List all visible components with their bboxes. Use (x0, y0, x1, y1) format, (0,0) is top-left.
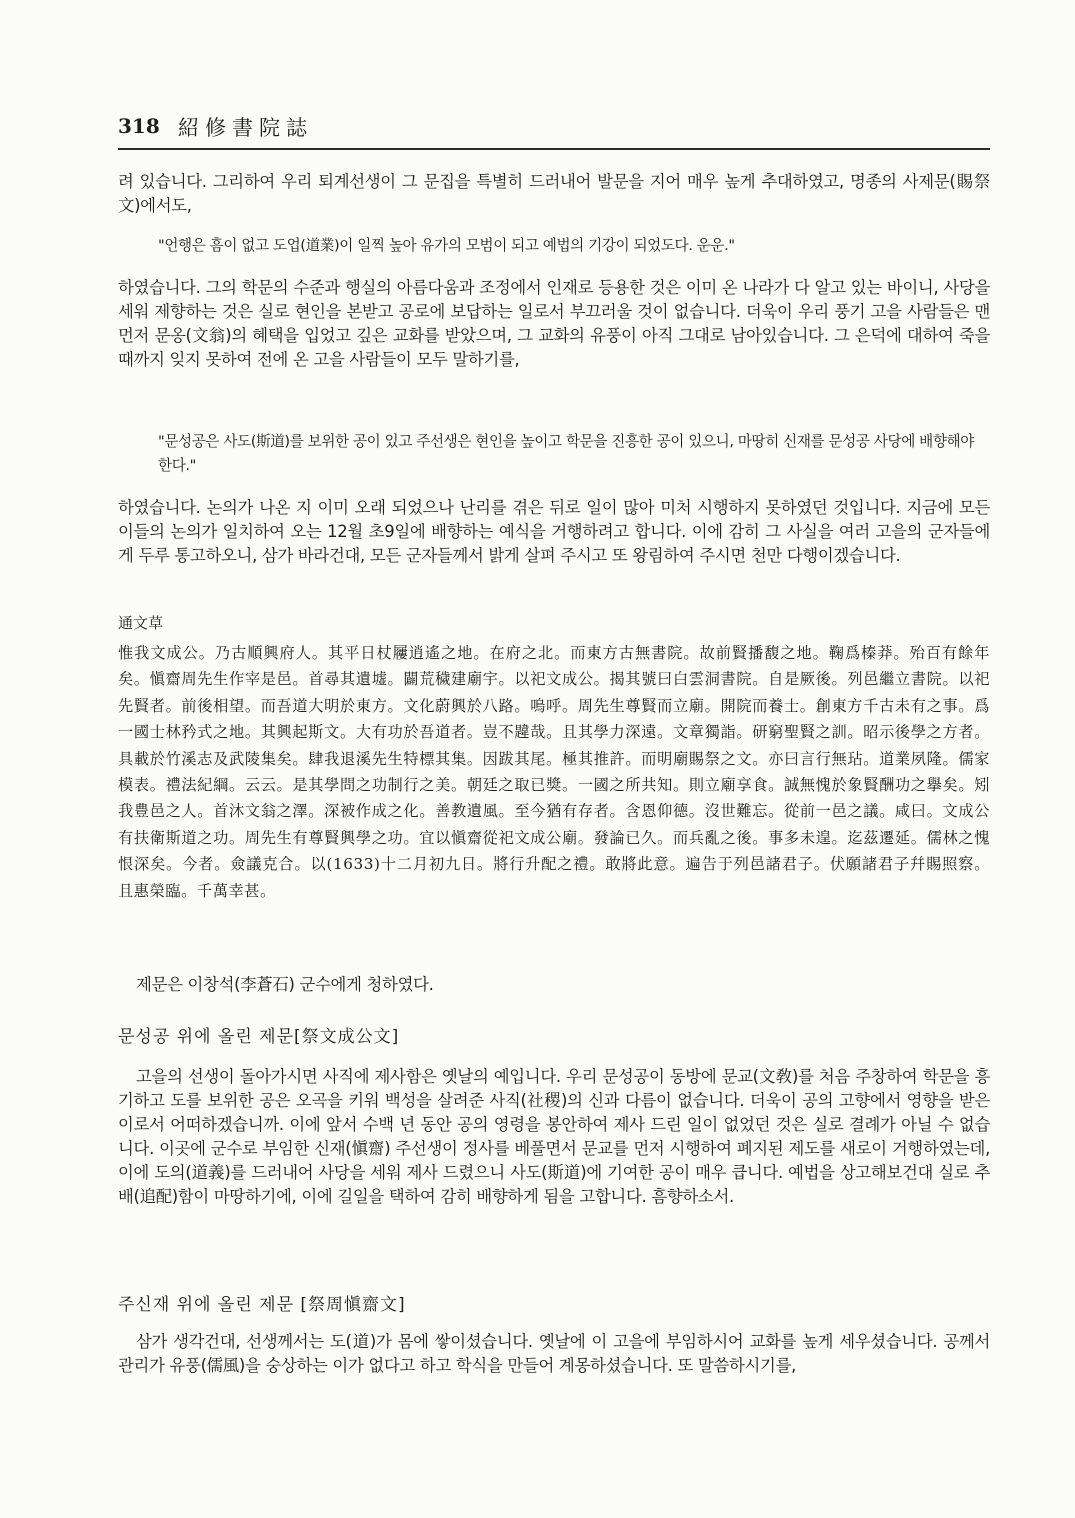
hanmun-title: 通文草 (118, 614, 164, 632)
section-heading-2: 주신재 위에 올린 제문 [祭周愼齋文] (118, 1295, 406, 1315)
paragraph-1: 려 있습니다. 그리하여 우리 퇴계선생이 그 문집을 특별히 드러내어 발문을 지어 매우 높게 추대하였고, 명종의 사제문(賜祭文)에서도, (118, 172, 990, 215)
hanmun-text: 惟我文成公。乃古順興府人。其平日杖屨逍遙之地。在府之北。而東方古無書院。故前賢播馥之地。鞠爲榛莽。殆百有餘年矣。愼齋周先生作宰是邑。首尋其遺墟。闢荒穢建廟宇。以祀文成公。揭其號曰白雲洞書院。自是厥後。列邑繼立書院。以祀先賢者。前後相望。而吾道大明於東方。文化蔚興於八路。嗚呼。周先生尊賢而立廟。開院而養士。創東方千古未有之事。爲一國士林矜式之地。其興起斯文。大有功於吾道者。豈不韙哉。且其學力深遠。文章獨詣。研窮聖賢之訓。昭示後學之方者。具載於竹溪志及武陵集矣。肆我退溪先生特標其集。因跋其尾。極其推許。而明廟賜祭之文。亦曰言行無玷。道業夙隆。儒家模表。禮法紀綱。云云。是其學問之功制行之美。朝廷之取已獎。一國之所共知。則立廟享食。誠無愧於象賢酬功之擧矣。矧我豊邑之人。首沐文翁之澤。深被作成之化。善教遺風。至今猶有存者。含恩仰德。沒世難忘。從前一邑之議。咸曰。文成公有扶衛斯道之功。周先生有尊賢興學之功。宜以愼齋從祀文成公廟。發論已久。而兵亂之後。事多未遑。迄茲遷延。儒林之愧恨深矣。今者。僉議克合。以(1633)十二月初九日。將行升配之禮。敢將此意。遍告于列邑諸君子。伏願諸君子幷賜照察。且惠榮臨。千萬幸甚。 (118, 644, 990, 900)
section-2-text: 삼가 생각건대, 선생께서는 도(道)가 몸에 쌓이셨습니다. 옛날에 이 고을에 부임하시어 교화를 높게 세우셨습니다. 공께서 관리가 유풍(儒風)을 숭상하는 이가 없다고 하고 학식을 만들어 계몽하셨습니다. 또 말씀하시기를, (118, 1332, 990, 1375)
quote-2: "문성공은 사도(斯道)를 보위한 공이 있고 주선생은 현인을 높이고 학문을 진흥한 공이 있으니, 마땅히 신재를 문성공 사당에 배향해야 한다." (158, 433, 974, 474)
paragraph-3: 하였습니다. 논의가 나온 지 이미 오래 되었으나 난리를 겪은 뒤로 일이 많아 미처 시행하지 못하였던 것입니다. 지금에 모든 이들의 논의가 일치하여 오는 12월 초9일에 배향하는 예식을 거행하려고 합니다. 이에 감히 그 사실을 여러 고을의 군자들에게 두루 통고하오니, 삼가 바라건대, 모든 군자들께서 밝게 살펴 주시고 또 왕림하여 주시면 천만 다행이겠습니다. (118, 498, 990, 565)
section-heading-1: 문성공 위에 올린 제문[祭文成公文] (118, 1027, 400, 1047)
page-number: 318 (118, 114, 160, 138)
section-1-text: 고을의 선생이 돌아가시면 사직에 제사함은 옛날의 예입니다. 우리 문성공이 동방에 문교(文敎)를 처음 주창하여 학문을 흥기하고 도를 보위한 공은 오곡을 키워 백성을 살려준 사직(社稷)의 신과 다름이 없습니다. 더욱이 공의 고향에서 영향을 받은 이로서 어떠하겠습니까. 이에 앞서 수백 년 동안 공의 영령을 봉안하여 제사 드린 일이 없었던 것은 실로 결례가 아닐 수 없습니다. 이곳에 군수로 부임한 신재(愼齋) 주선생이 정사를 베풀면서 문교를 먼저 시행하여 폐지된 제도를 새로이 거행하였는데, 이에 도의(道義)를 드러내어 사당을 세워 제사 드렸으니 사도(斯道)에 기여한 공이 매우 큽니다. 예법을 상고해보건대 실로 추배(追配)함이 마땅하기에, 이에 길일을 택하여 감히 배향하게 됨을 고합니다. 흠향하소서. (118, 1067, 990, 1206)
page-header (118, 112, 990, 150)
quote-1: "언행은 흠이 없고 도업(道業)이 일찍 높아 유가의 모범이 되고 예법의 기강이 되었도다. 운운." (158, 237, 735, 254)
paragraph-2: 하였습니다. 그의 학문의 수준과 행실의 아름다움과 조정에서 인재로 등용한 것은 이미 온 나라가 다 알고 있는 바이니, 사당을 세워 제향하는 것은 실로 현인을 본받고 공로에 보답하는 일로서 부끄러울 것이 없습니다. 더욱이 우리 풍기 고을 사람들은 맨 먼저 문옹(文翁)의 혜택을 입었고 깊은 교화를 받았으며, 그 교화의 유풍이 아직 그대로 남아있습니다. 그 은덕에 대하여 죽을 때까지 잊지 못하여 전에 온 고을 사람들이 모두 말하기를, (118, 278, 990, 369)
book-title: 紹修書院誌 (178, 116, 313, 140)
note-line: 제문은 이창석(李蒼石) 군수에게 청하였다. (136, 975, 434, 994)
